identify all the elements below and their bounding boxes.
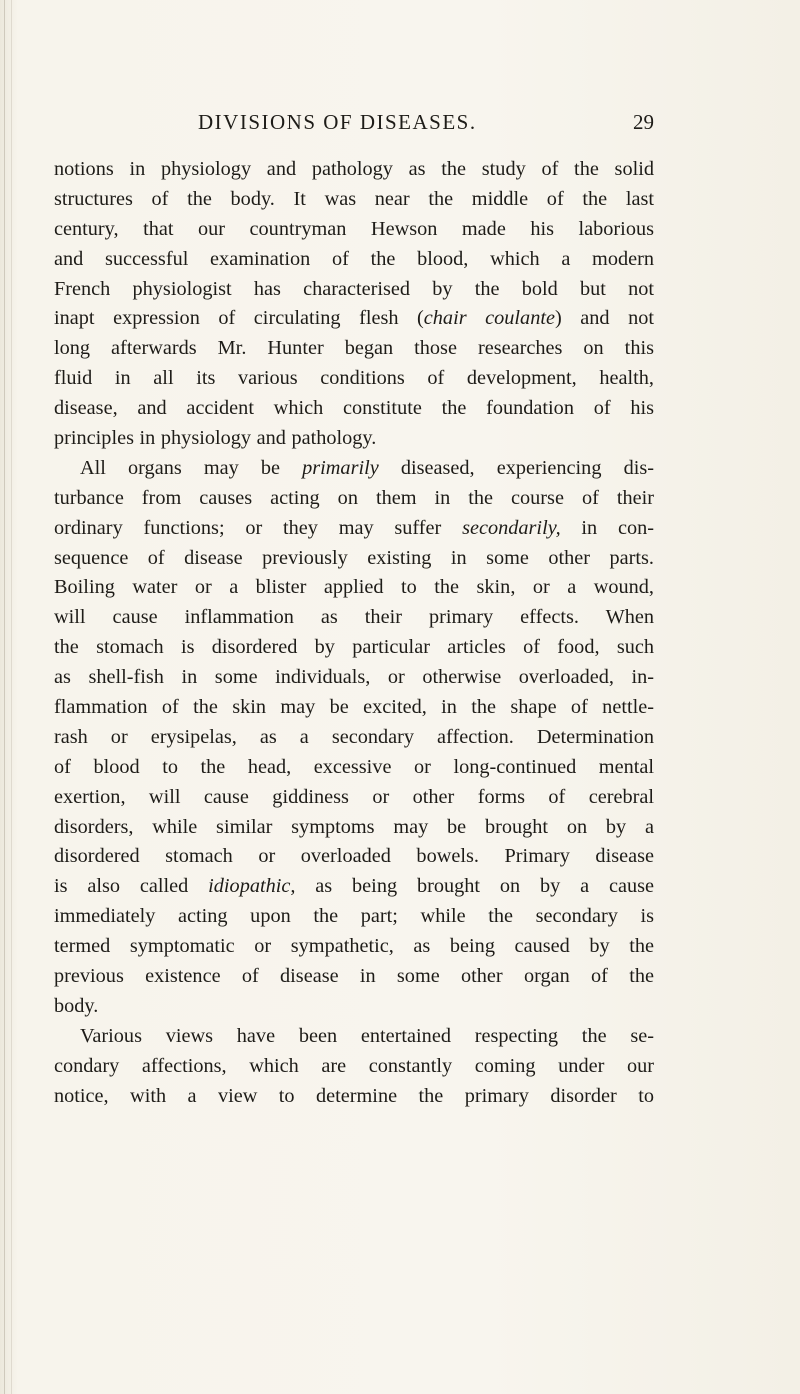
binding-edge [4, 0, 5, 1394]
text-line: will cause inflammation as their primary effects. When [54, 606, 654, 629]
text-line: rash or erysipelas, as a secondary affection. Determination [54, 725, 654, 748]
text-line: sequence of disease previously existing in some other parts. [54, 546, 654, 569]
text-line: immediately acting upon the part; while the secondary is [54, 905, 654, 928]
text-line: French physiologist has characterised by the bold but not [54, 277, 654, 300]
text-line: and successful examination of the blood, which a modern [54, 247, 654, 270]
page-number: 29 [633, 110, 654, 134]
text-line: Various views have been entertained respecting the se- [80, 1024, 654, 1047]
text-line: notice, with a view to determine the primary disorder to [54, 1084, 654, 1107]
text-line: disordered stomach or overloaded bowels. Primary disease [54, 845, 654, 868]
text-line: turbance from causes acting on them in the course of their [54, 486, 654, 509]
text-line: long afterwards Mr. Hunter began those researches on this [54, 337, 654, 360]
italic-term: primarily [302, 456, 379, 479]
text-line: as shell-fish in some individuals, or otherwise overloaded, in- [54, 666, 654, 689]
text-line: of blood to the head, excessive or long-continued mental [54, 755, 654, 778]
text-line: condary affections, which are constantly coming under our [54, 1054, 654, 1077]
text-line: ordinary functions; or they may suffer secondarily, in con- [54, 516, 654, 539]
text-line: principles in physiology and pathology. [54, 427, 377, 450]
text-line: flammation of the skin may be excited, in the shape of nettle- [54, 696, 654, 719]
running-head [54, 110, 654, 142]
text-line: All organs may be primarily diseased, experiencing dis- [80, 456, 654, 479]
text-line: the stomach is disordered by particular articles of food, such [54, 636, 654, 659]
text-line: body. [54, 994, 99, 1017]
text-line: is also called idiopathic, as being brought on by a cause [54, 875, 655, 898]
text-line: previous existence of disease in some other organ of the [54, 965, 654, 988]
text-line: structures of the body. It was near the middle of the last [54, 187, 654, 210]
text-line: fluid in all its various conditions of development, health, [54, 367, 654, 390]
text-line: inapt expression of circulating flesh (chair coulante) and not [54, 307, 654, 330]
binding-edge-shadow [11, 0, 12, 1394]
italic-term: idiopathic, [208, 875, 296, 898]
text-line: century, that our countryman Hewson made his laborious [54, 217, 654, 240]
text-line: Boiling water or a blister applied to the skin, or a wound, [54, 576, 654, 599]
text-line: termed symptomatic or sympathetic, as being caused by the [54, 935, 654, 958]
text-line: disorders, while similar symptoms may be brought on by a [54, 815, 654, 838]
text-line: notions in physiology and pathology as the study of the solid [54, 158, 654, 180]
italic-term: secondarily, [462, 516, 561, 539]
text-line: exertion, will cause giddiness or other forms of cerebral [54, 785, 654, 808]
running-head-title: DIVISIONS OF DISEASES. [198, 110, 477, 134]
body-text [54, 155, 654, 1112]
text-line: disease, and accident which constitute the foundation of his [54, 397, 654, 420]
italic-term: chair coulante [423, 307, 555, 330]
